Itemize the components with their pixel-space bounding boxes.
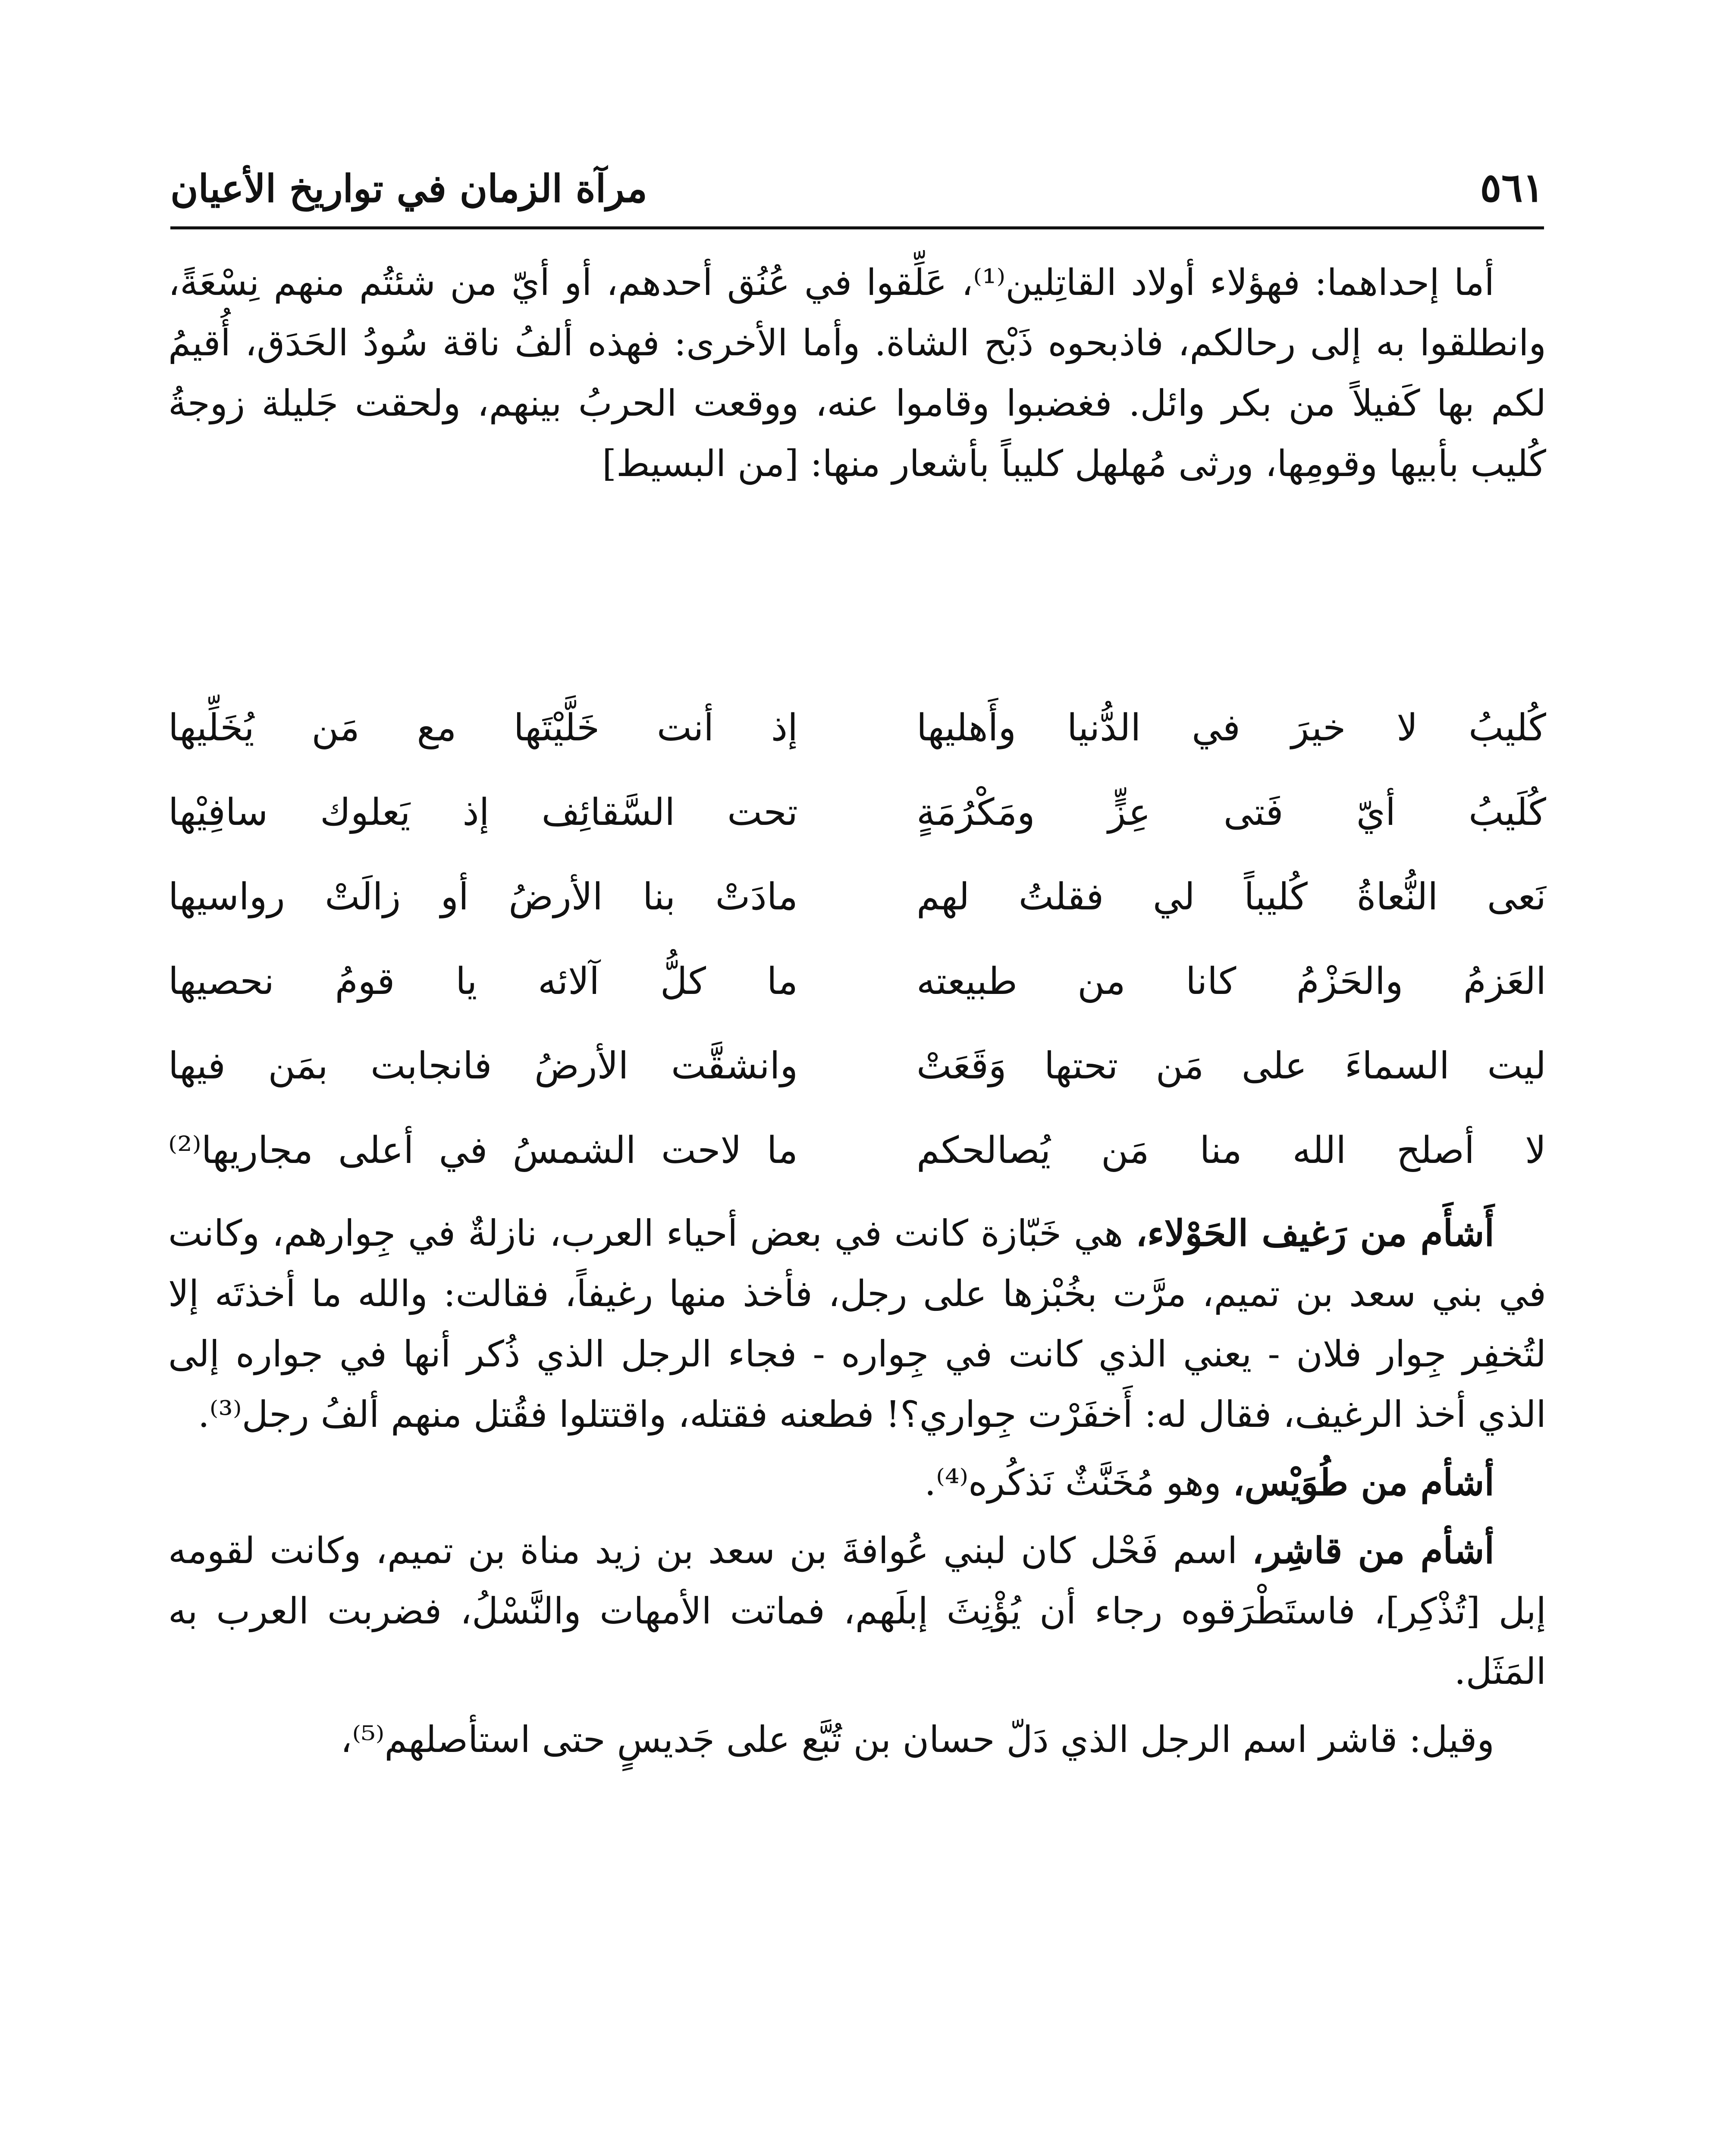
verse-first-hemistich: كُلَيبُ أيّ فَتى عِزٍّ ومَكْرُمَةٍ [916,791,1546,834]
proverb-entry [168,1520,1546,1702]
proverb-entries [168,1203,1546,1777]
verse-first-hemistich: العَزمُ والحَزْمُ كانا من طبيعته [916,960,1546,1003]
poem [168,686,1546,1193]
verse-second-hemistich: ما كلُّ آلائه يا قومُ نحصيها [168,960,798,1003]
proverb-text: هي خَبّازة كانت في بعض أحياء العرب، نازلةٌ في جِوارهم، وكانت في بني سعد بن تميم، مرَّت بخُبْزها على رجل، فأخذ منها رغيفاً، فقالت: والله ما أخذتَه إلا لتُخفِر جِوار فلان - يعني الذي كانت في جِواره - فجاء الرجل الذي ذُكر أنها في جواره إلى الذي أخذ الرغيف، فقال له: أَخفَرْت جِواري؟! فطعنه فقتله، واقتتلوا فقُتل منهم ألفُ رجل⁽³⁾. [168,1212,1546,1435]
proverb-text: وهو مُخَنَّثٌ نَذكُره⁽⁴⁾. [924,1461,1233,1504]
intro-text: أما إحداهما: فهؤلاء أولاد القاتِلين⁽¹⁾، عَلِّقوا في عُنُق أحدهم، أو أيّ من شئتُم منهم نِسْعَةً، وانطلقوا به إلى رحالكم، فاذبحوه ذَبْح الشاة. وأما الأخرى: فهذه ألفُ ناقة سُودُ الحَدَق، أُقيمُ لكم بها كَفيلاً من بكر وائل. فغضبوا وقاموا عنه، ووقعت الحربُ بينهم، ولحقت جَليلة زوجةُ كُليب بأبيها وقومِها، ورثى مُهلهل كليباً بأشعار منها: [من البسيط] [168,261,1546,485]
proverb-entry [168,1203,1546,1445]
poem-verse [168,855,1546,939]
verse-first-hemistich: نَعى النُّعاةُ كُليباً لي فقلتُ لهم [916,875,1546,918]
proverb-text: اسم فَحْل كان لبني عُوافةَ بن سعد بن زيد مناة بن تميم، وكانت لقومه إبل [تُذْكِر]، فاستَطْرَقوه رجاء أن يُؤْنِثَ إبلَهم، فماتت الأمهات والنَّسْلُ، فضربت العرب به المَثَل. [168,1529,1546,1692]
verse-first-hemistich: لا أصلح الله منا مَن يُصالحكم [916,1129,1546,1172]
verse-first-hemistich: كُليبُ لا خيرَ في الدُّنيا وأَهليها [916,706,1546,749]
verse-second-hemistich: مادَتْ بنا الأرضُ أو زالَتْ رواسيها [168,875,798,918]
book-title: مرآة الزمان في تواريخ الأعيان [170,166,647,211]
verse-second-hemistich: إذ أنت خَلَّيْتَها مع مَن يُخَلِّيها [168,706,798,749]
poem-verse [168,770,1546,855]
poem-verse [168,1108,1546,1193]
verse-second-hemistich: تحت السَّقائِف إذ يَعلوك سافِيْها [168,791,798,834]
proverb-keyword: أشأم من قاشِر، [1252,1529,1494,1572]
verse-second-hemistich: وانشقَّت الأرضُ فانجابت بمَن فيها [168,1044,798,1087]
running-header [170,162,1544,229]
verse-second-hemistich: ما لاحت الشمسُ في أعلى مجاريها⁽²⁾ [168,1129,798,1172]
intro-paragraph [168,252,1546,501]
continuation-line: وقيل: قاشر اسم الرجل الذي دَلّ حسان بن تُبَّع على جَديسٍ حتى استأصلهم⁽⁵⁾، [340,1718,1494,1761]
proverb-entry [168,1452,1546,1513]
page-number: ٥٦١ [1480,164,1544,211]
verse-first-hemistich: ليت السماءَ على مَن تحتها وَقَعَتْ [916,1044,1546,1087]
poem-verse [168,939,1546,1024]
proverb-keyword: أَشأَم من رَغيف الحَوْلاء، [1136,1212,1494,1254]
poem-verse [168,1024,1546,1108]
proverb-keyword: أشأم من طُوَيْس، [1233,1461,1494,1504]
poem-verse [168,686,1546,770]
